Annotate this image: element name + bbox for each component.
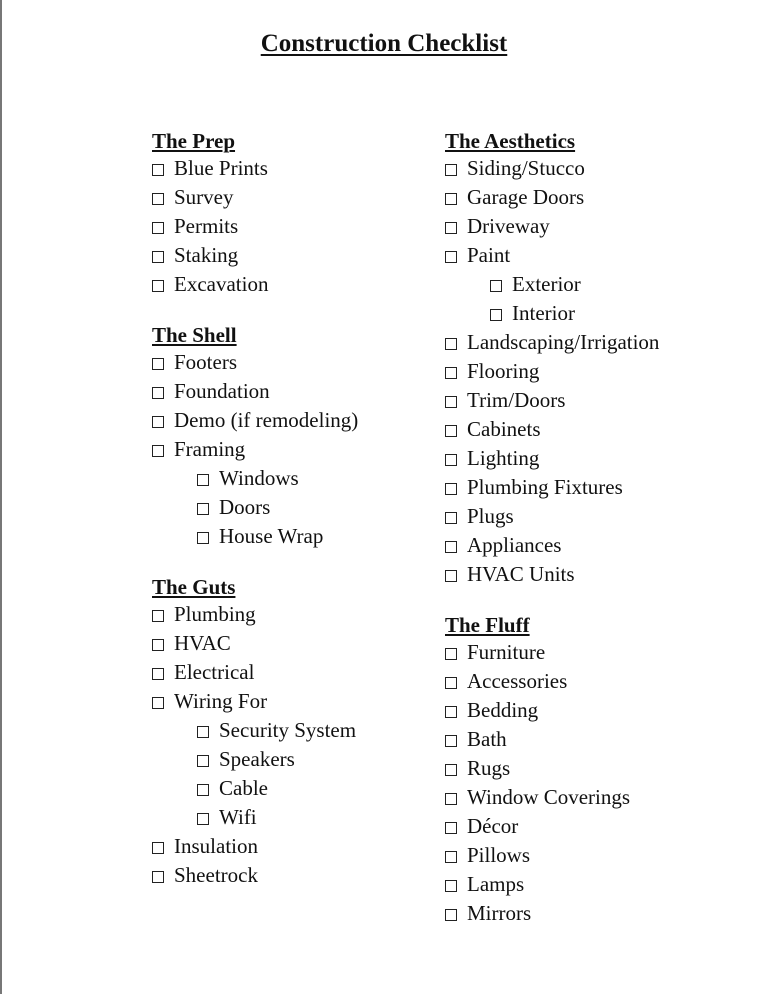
checklist-item-label: Décor (467, 814, 519, 838)
checklist-section (152, 128, 358, 299)
checklist-item[interactable] (152, 406, 358, 435)
checkbox-icon[interactable] (445, 454, 457, 466)
checklist-item[interactable] (445, 531, 659, 560)
checklist-item-label: Siding/Stucco (467, 156, 585, 180)
checklist-item-label: Furniture (467, 640, 546, 664)
checklist-item[interactable] (445, 754, 659, 783)
checklist-item-label: Pillows (467, 843, 531, 867)
checklist-item-label: Cable (219, 776, 268, 800)
checklist-item-label: Appliances (467, 533, 562, 557)
checklist-item-label: Insulation (174, 834, 258, 858)
checklist-item-label: Framing (174, 437, 246, 461)
checkbox-icon[interactable] (152, 193, 164, 205)
checklist-item-label: Rugs (467, 756, 511, 780)
checklist-subitem[interactable] (152, 716, 358, 745)
checklist-item[interactable] (445, 473, 659, 502)
checklist-item-label: Foundation (174, 379, 270, 403)
checkbox-icon[interactable] (152, 222, 164, 234)
checkbox-icon[interactable] (445, 822, 457, 834)
checklist-subitem[interactable] (152, 803, 358, 832)
checklist-item[interactable] (445, 696, 659, 725)
checklist-column-left (152, 128, 358, 913)
checklist-item[interactable] (445, 386, 659, 415)
section-heading: The Prep (152, 129, 236, 153)
checklist-subitem[interactable] (152, 493, 358, 522)
checkbox-icon[interactable] (152, 358, 164, 370)
checkbox-icon[interactable] (197, 532, 209, 544)
checkbox-icon[interactable] (445, 793, 457, 805)
checklist-item-label: Plugs (467, 504, 514, 528)
checkbox-icon[interactable] (197, 503, 209, 515)
checkbox-icon[interactable] (445, 851, 457, 863)
checklist-item-label: Wiring For (174, 689, 268, 713)
checkbox-icon[interactable] (197, 784, 209, 796)
checklist-item[interactable] (152, 154, 358, 183)
checklist-item-label: Wifi (219, 805, 257, 829)
checklist-item-label: Lamps (467, 872, 525, 896)
checkbox-icon[interactable] (445, 764, 457, 776)
checklist-subitem[interactable] (152, 464, 358, 493)
checklist-item[interactable] (445, 444, 659, 473)
section-heading: The Shell (152, 323, 237, 347)
checkbox-icon[interactable] (152, 445, 164, 457)
checklist-item-label: Permits (174, 214, 239, 238)
checkbox-icon[interactable] (445, 367, 457, 379)
checkbox-icon[interactable] (152, 610, 164, 622)
checklist-item[interactable] (445, 899, 659, 928)
checkbox-icon[interactable] (445, 483, 457, 495)
checklist-item-label: House Wrap (219, 524, 324, 548)
checklist-item-label: Staking (174, 243, 239, 267)
checklist-item-label: Driveway (467, 214, 550, 238)
checklist-item-label: Mirrors (467, 901, 532, 925)
checklist-item-label: Trim/Doors (467, 388, 566, 412)
checklist-item[interactable] (152, 600, 358, 629)
checkbox-icon[interactable] (445, 648, 457, 660)
checklist-item-label: Windows (219, 466, 299, 490)
checklist-item-label: Blue Prints (174, 156, 268, 180)
checklist-item[interactable] (445, 502, 659, 531)
checklist-item[interactable] (445, 638, 659, 667)
checklist-column-right (445, 128, 659, 951)
checklist-subitem[interactable] (152, 522, 358, 551)
checkbox-icon[interactable] (445, 193, 457, 205)
checkbox-icon[interactable] (197, 755, 209, 767)
page-edge-line (0, 0, 2, 994)
section-heading: The Guts (152, 575, 236, 599)
checklist-item-label: Exterior (512, 272, 581, 296)
checklist-item-label: Footers (174, 350, 237, 374)
checklist-item[interactable] (445, 357, 659, 386)
checklist-subitem[interactable] (445, 270, 659, 299)
checklist-item-label: Accessories (467, 669, 568, 693)
checklist-item[interactable] (445, 812, 659, 841)
checkbox-icon[interactable] (197, 474, 209, 486)
checklist-section (152, 322, 358, 551)
checklist-item[interactable] (445, 725, 659, 754)
checklist-item[interactable] (445, 560, 659, 589)
checklist-item-label: Lighting (467, 446, 540, 470)
checkbox-icon[interactable] (197, 813, 209, 825)
checklist-item[interactable] (152, 241, 358, 270)
checkbox-icon[interactable] (445, 222, 457, 234)
checklist-item-label: Plumbing (174, 602, 256, 626)
checkbox-icon[interactable] (152, 280, 164, 292)
checklist-item[interactable] (445, 183, 659, 212)
checkbox-icon[interactable] (445, 541, 457, 553)
checklist-item[interactable] (152, 861, 358, 890)
checkbox-icon[interactable] (445, 706, 457, 718)
checkbox-icon[interactable] (445, 251, 457, 263)
checkbox-icon[interactable] (445, 512, 457, 524)
checklist-item-label: Security System (219, 718, 357, 742)
checklist-item[interactable] (445, 241, 659, 270)
checklist-item[interactable] (152, 658, 358, 687)
checklist-section (445, 128, 659, 589)
checkbox-icon[interactable] (152, 842, 164, 854)
checklist-item-label: Paint (467, 243, 511, 267)
checkbox-icon[interactable] (445, 677, 457, 689)
checklist-item-label: Interior (512, 301, 575, 325)
checklist-item[interactable] (152, 629, 358, 658)
checkbox-icon[interactable] (445, 164, 457, 176)
checkbox-icon[interactable] (445, 909, 457, 921)
checkbox-icon[interactable] (490, 280, 502, 292)
checkbox-icon[interactable] (445, 396, 457, 408)
checklist-item-label: Sheetrock (174, 863, 258, 887)
checklist-item-label: Doors (219, 495, 271, 519)
section-heading: The Fluff (445, 613, 530, 637)
checkbox-icon[interactable] (197, 726, 209, 738)
checklist-item-label: Demo (if remodeling) (174, 408, 359, 432)
checklist-subitem[interactable] (152, 745, 358, 774)
checklist-item[interactable] (152, 435, 358, 464)
checklist-item-label: Bath (467, 727, 507, 751)
checklist-item-label: Window Coverings (467, 785, 631, 809)
checklist-item-label: Garage Doors (467, 185, 585, 209)
checklist-section (445, 612, 659, 928)
checklist-item-label: Electrical (174, 660, 255, 684)
checkbox-icon[interactable] (152, 668, 164, 680)
section-heading: The Aesthetics (445, 129, 576, 153)
checklist-item[interactable] (152, 687, 358, 716)
checklist-item[interactable] (445, 841, 659, 870)
checkbox-icon[interactable] (490, 309, 502, 321)
checkbox-icon[interactable] (152, 251, 164, 263)
checklist-item-label: Bedding (467, 698, 539, 722)
checklist-item[interactable] (445, 154, 659, 183)
checklist-subitem[interactable] (152, 774, 358, 803)
checkbox-icon[interactable] (152, 416, 164, 428)
checklist-item-label: Survey (174, 185, 234, 209)
checkbox-icon[interactable] (445, 735, 457, 747)
checklist-item-label: Excavation (174, 272, 269, 296)
checklist-item-label: HVAC Units (467, 562, 575, 586)
checklist-item-label: Cabinets (467, 417, 541, 441)
checklist-subitem[interactable] (445, 299, 659, 328)
checklist-item[interactable] (445, 328, 659, 357)
checklist-item-label: Flooring (467, 359, 540, 383)
checkbox-icon[interactable] (445, 338, 457, 350)
checkbox-icon[interactable] (152, 387, 164, 399)
checklist-item[interactable] (152, 270, 358, 299)
checkbox-icon[interactable] (445, 570, 457, 582)
checkbox-icon[interactable] (152, 164, 164, 176)
checklist-item[interactable] (152, 377, 358, 406)
checkbox-icon[interactable] (445, 425, 457, 437)
checkbox-icon[interactable] (152, 639, 164, 651)
checkbox-icon[interactable] (445, 880, 457, 892)
checklist-item[interactable] (445, 212, 659, 241)
checklist-item[interactable] (152, 832, 358, 861)
checklist-item[interactable] (152, 212, 358, 241)
checklist-item[interactable] (445, 667, 659, 696)
checklist-item-label: Speakers (219, 747, 295, 771)
page-title: Construction Checklist (260, 30, 508, 57)
checkbox-icon[interactable] (152, 871, 164, 883)
checklist-item-label: HVAC (174, 631, 231, 655)
checklist-item[interactable] (152, 183, 358, 212)
checkbox-icon[interactable] (152, 697, 164, 709)
checklist-item[interactable] (152, 348, 358, 377)
checklist-section (152, 574, 358, 890)
checklist-item-label: Landscaping/Irrigation (467, 330, 660, 354)
checklist-item[interactable] (445, 783, 659, 812)
checklist-item-label: Plumbing Fixtures (467, 475, 623, 499)
checklist-item[interactable] (445, 870, 659, 899)
checklist-item[interactable] (445, 415, 659, 444)
